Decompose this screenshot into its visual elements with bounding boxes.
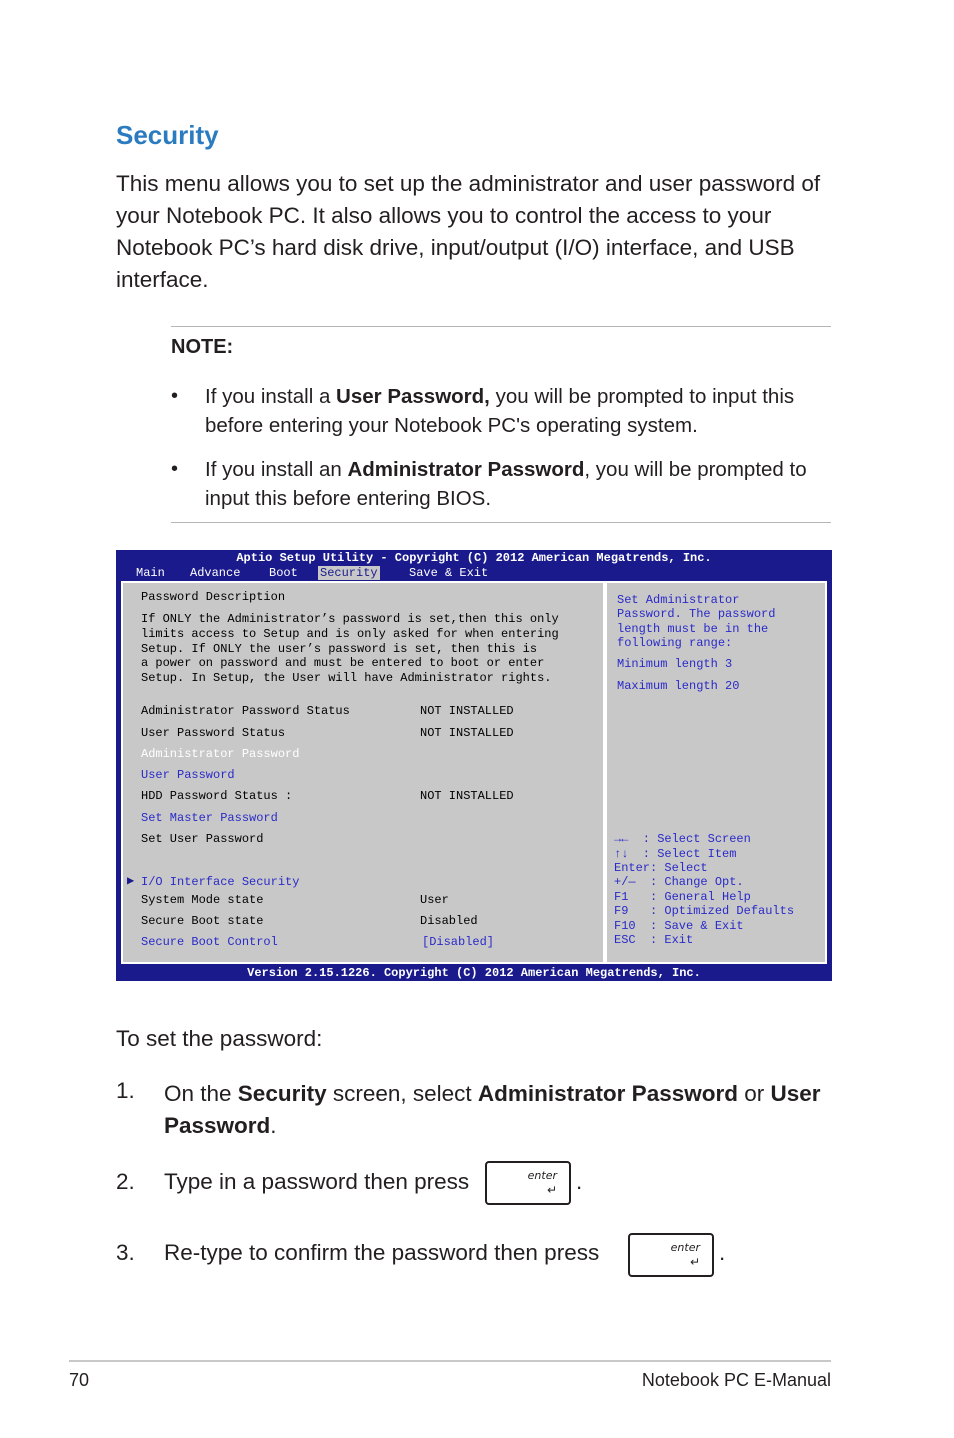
set-user-password-item[interactable]: Set User Password (141, 832, 264, 846)
key-hint: →← : Select Screen (614, 832, 751, 846)
key-hint: Enter: Select (614, 861, 708, 875)
step-number: 3. (116, 1240, 135, 1265)
enter-key-label: enter (527, 1169, 557, 1182)
min-length: Minimum length 3 (617, 657, 733, 671)
bios-tab-main[interactable]: Main (136, 566, 165, 580)
user-password-item[interactable]: User Password (141, 768, 235, 782)
admin-status-label: Administrator Password Status (141, 704, 350, 718)
note-bottom-rule (171, 522, 831, 523)
key-hint: F10 : Save & Exit (614, 919, 744, 933)
step-number: 1. (116, 1078, 135, 1103)
enter-key-label: enter (670, 1241, 700, 1254)
section-heading: Security (116, 120, 219, 150)
bullet-1: • (171, 385, 179, 407)
enter-key-icon (628, 1233, 714, 1277)
step-number: 2. (116, 1169, 135, 1194)
help-line: Password. The password (617, 607, 776, 621)
bios-title: Aptio Setup Utility - Copyright (C) 2012 American Megatrends, Inc. (236, 551, 712, 565)
note-top-rule (171, 326, 831, 327)
admin-password-item[interactable]: Administrator Password (141, 747, 300, 761)
user-status-value: NOT INSTALLED (420, 726, 514, 740)
max-length: Maximum length 20 (617, 679, 740, 693)
bios-help-panel (605, 581, 827, 964)
note-item-1: If you install a User Password, you will be prompted to input this before entering your Notebook PC's operating system. (205, 385, 795, 437)
bios-menubar (116, 566, 832, 581)
step-2-period: . (576, 1169, 583, 1194)
hdd-status-value: NOT INSTALLED (420, 789, 514, 803)
key-hint: ↑↓ : Select Item (614, 847, 737, 861)
description-line: a power on password and must be entered to boot or enter (141, 656, 545, 670)
bios-tab-advance[interactable]: Advance (190, 566, 241, 580)
key-hint: ESC : Exit (614, 933, 694, 947)
system-mode-value: User (420, 893, 449, 907)
secure-boot-label: Secure Boot state (141, 914, 264, 928)
steps-intro: To set the password: (116, 1026, 323, 1051)
help-line: following range: (617, 636, 733, 650)
password-description-title: Password Description (141, 590, 286, 604)
description-line: If ONLY the Administrator’s password is set,then this only (141, 612, 559, 626)
step-2-text: Type in a password then press (164, 1169, 470, 1194)
bios-tab-boot[interactable]: Boot (269, 566, 298, 580)
key-hint: F1 : General Help (614, 890, 751, 904)
admin-status-value: NOT INSTALLED (420, 704, 514, 718)
secure-boot-value: Disabled (420, 914, 478, 928)
set-master-password-item[interactable]: Set Master Password (141, 811, 278, 825)
step-1-text: On the Security screen, select Administrator Password or User Password. (164, 1081, 821, 1138)
footer-rule (69, 1360, 831, 1362)
io-interface-security-item[interactable]: I/O Interface Security (141, 875, 300, 889)
hdd-status-label: HDD Password Status : (141, 789, 293, 803)
key-hint: +/— : Change Opt. (614, 875, 744, 889)
bios-tab-save-exit[interactable]: Save & Exit (409, 566, 489, 580)
description-line: limits access to Setup and is only asked for when entering (141, 627, 559, 641)
enter-key-icon (485, 1161, 571, 1205)
step-3-text: Re-type to confirm the password then press (164, 1240, 600, 1265)
help-line: length must be in the (617, 622, 769, 636)
intro-paragraph: This menu allows you to set up the administrator and user password of your Notebook PC. It also allows you to control the access to your Notebook PC’s hard disk drive, input/output (I/O) interface, and USB interface. (116, 171, 821, 292)
bios-left-panel (121, 581, 605, 964)
help-line: Set Administrator (617, 593, 740, 607)
bios-footer: Version 2.15.1226. Copyright (C) 2012 American Megatrends, Inc. (247, 966, 701, 980)
bios-screenshot (116, 550, 832, 981)
system-mode-label: System Mode state (141, 893, 264, 907)
return-arrow-icon: ↵ (689, 1255, 700, 1269)
bullet-2: • (171, 458, 179, 480)
page-number: 70 (69, 1370, 90, 1390)
description-line: Setup. If ONLY the user’s password is set, then this is (141, 642, 538, 656)
secure-boot-control-item[interactable]: Secure Boot Control (141, 935, 278, 949)
note-title: NOTE: (171, 336, 234, 358)
key-hint: F9 : Optimized Defaults (614, 904, 795, 918)
description-line: Setup. In Setup, the User will have Administrator rights. (141, 671, 552, 685)
secure-boot-control-value[interactable]: [Disabled] (422, 935, 495, 949)
bios-tab-security[interactable]: Security (320, 566, 378, 580)
manual-title: Notebook PC E-Manual (641, 1370, 831, 1390)
user-status-label: User Password Status (141, 726, 286, 740)
step-3-period: . (719, 1240, 726, 1265)
submenu-arrow-icon: ▶ (127, 874, 135, 888)
note-item-2: If you install an Administrator Password, you will be prompted to input this before entering BIOS. (205, 458, 807, 510)
return-arrow-icon: ↵ (546, 1183, 557, 1197)
